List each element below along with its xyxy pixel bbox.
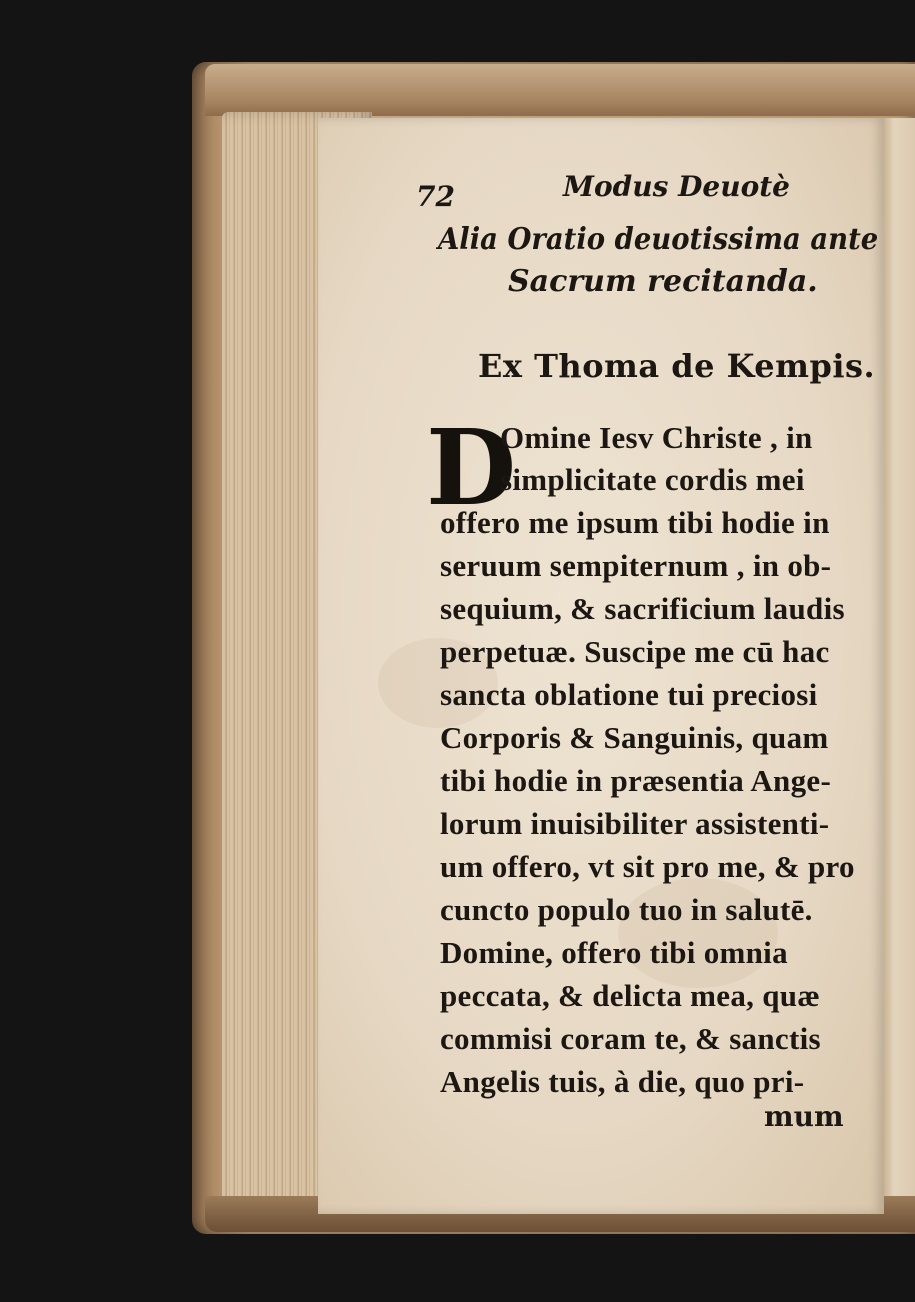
catchword: mum	[764, 1100, 844, 1133]
book-cover-top	[205, 64, 915, 116]
body-line: simplicitate cordis mei	[500, 462, 805, 497]
body-line: Angelis tuis, à die, quo pri-	[440, 1064, 805, 1099]
body-line: um offero, vt sit pro me, & pro	[440, 849, 855, 884]
body-line: Corporis & Sanguinis, quam	[440, 720, 829, 755]
prayer-title-line-1: Alia Oratio deuotissima ante	[438, 222, 879, 257]
body-line: offero me ipsum tibi hodie in	[440, 505, 830, 540]
prayer-title-line-2: Sacrum recitanda.	[508, 264, 818, 299]
body-line: seruum sempiternum , in ob-	[440, 548, 832, 583]
drop-cap: D	[426, 406, 517, 529]
body-line: sequium, & sacrificium laudis	[440, 591, 845, 626]
body-line: lorum inuisibiliter assistenti-	[440, 806, 830, 841]
body-line: tibi hodie in præsentia Ange-	[440, 763, 832, 798]
body-line: Omine Iesv Christe , in	[500, 420, 813, 455]
body-line: Domine, offero tibi omnia	[440, 935, 788, 970]
next-page-edge	[880, 118, 915, 1200]
body-line: commisi coram te, & sanctis	[440, 1021, 821, 1056]
body-line: peccata, & delicta mea, quæ	[440, 978, 821, 1013]
body-line: sancta oblatione tui preciosi	[440, 677, 818, 712]
attribution: Ex Thoma de Kempis.	[478, 347, 876, 385]
page-number: 72	[416, 180, 455, 213]
body-line: cuncto populo tuo in salutē.	[440, 892, 813, 927]
running-head: Modus Deuotè	[563, 170, 790, 203]
body-line: perpetuæ. Suscipe me cū hac	[440, 634, 830, 669]
